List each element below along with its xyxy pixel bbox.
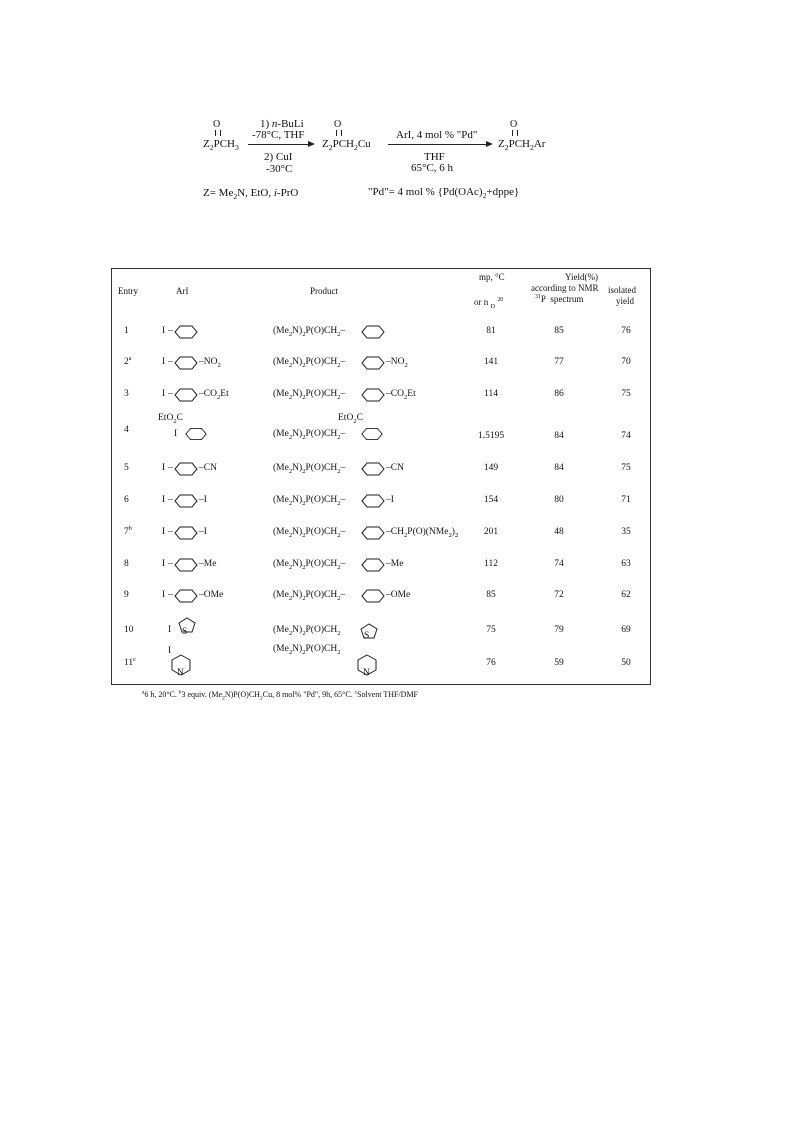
product: $Z_2PCH_2Ar$ (498, 138, 546, 153)
entry-number: 3 (124, 389, 129, 399)
nmr-yield: 85 (554, 326, 564, 336)
ring-heteroatom: N (363, 668, 370, 678)
nmr-yield: 84 (554, 463, 564, 473)
double-bond-icon (512, 130, 518, 136)
header-yield-3: $^{31}$P spectrum (535, 294, 584, 304)
mp-value: 76 (486, 658, 496, 668)
entry-number: 4 (124, 425, 129, 435)
product-prefix: $(Me_2N)_2P(O)CH_2-$ (273, 326, 346, 338)
isolated-yield: 35 (621, 527, 631, 537)
table-footnote: $^a$6 h, 20°C. $^b$3 equiv. $(Me_2N)P(O)CH_2Cu$, 8 mol% "Pd", 9h, 65°C. $^c$Solvent THF/DMF (142, 689, 419, 702)
arrowhead-icon (308, 141, 315, 147)
arrow-icon (388, 144, 486, 145)
arrow-icon (248, 144, 308, 145)
iodo-label: I (162, 389, 166, 399)
entry-number: 6 (124, 495, 129, 505)
mp-value: 201 (483, 527, 499, 537)
iodo-label: I (168, 646, 172, 656)
header-ari: ArI (176, 286, 189, 296)
ari-substituent: –I (199, 495, 207, 505)
ring-heteroatom: N (177, 668, 184, 678)
mp-value: 154 (483, 495, 499, 505)
benzene-ring-icon (360, 462, 386, 476)
carbonyl-o-product: O (510, 119, 518, 130)
benzene-ring-icon (173, 356, 199, 370)
benzene-ring-icon (173, 388, 199, 402)
product-substituent: $-CO_2Et$ (386, 389, 416, 401)
ari-substituent: –I (199, 527, 207, 537)
benzene-ring-icon (173, 325, 199, 339)
header-mp-2: or n $_D$ $^{20}$ (474, 297, 504, 310)
header-yield-2: according to NMR (531, 283, 599, 293)
isolated-yield: 50 (621, 658, 631, 668)
iodo-label: I (162, 495, 166, 505)
nmr-yield: 84 (554, 431, 564, 441)
benzene-ring-icon (360, 388, 386, 402)
nmr-yield: 72 (554, 590, 564, 600)
entry-number: 9 (124, 590, 129, 600)
isolated-yield: 75 (621, 463, 631, 473)
iodo-label: I (162, 559, 166, 569)
isolated-yield: 69 (621, 625, 631, 635)
step1-reagent-2: -78°C, THF (252, 129, 305, 141)
product-prefix: $(Me_2N)_2P(O)CH_2-$ (273, 429, 346, 441)
header-product: Product (310, 286, 338, 296)
carbonyl-o-intermediate: O (334, 119, 342, 130)
mp-value: 85 (486, 590, 496, 600)
bond-dash: – (168, 326, 173, 336)
product-substituent: –Me (386, 559, 404, 569)
header-mp-1: mp, °C (479, 272, 505, 282)
ari-substituent: –CN (199, 463, 217, 473)
isolated-yield: 76 (621, 326, 631, 336)
pd-definition: "Pd"= 4 mol % $\{Pd(OAc)_2+dppe\}$ (368, 186, 520, 201)
benzene-ring-icon (360, 325, 386, 339)
ari-substituent: $-CO_2Et$ (199, 389, 229, 401)
entry-number: 8 (124, 559, 129, 569)
mp-value: 81 (486, 326, 496, 336)
mp-value: 141 (483, 357, 499, 367)
ring-heteroatom: S (364, 631, 370, 641)
arrowhead-icon (486, 141, 493, 147)
nmr-yield: 59 (554, 658, 564, 668)
isolated-yield: 70 (621, 357, 631, 367)
ring-heteroatom: S (182, 627, 188, 637)
step2-reagent-1: ArI, 4 mol % "Pd" (396, 129, 478, 141)
iodo-label: I (162, 357, 166, 367)
z-definition: $Z= Me_2N$, EtO, i-PrO (203, 187, 299, 202)
product-prefix: $(Me_2N)_2P(O)CH_2-$ (273, 590, 346, 602)
isolated-yield: 63 (621, 559, 631, 569)
nmr-yield: 77 (554, 357, 564, 367)
product-prefix: $(Me_2N)_2P(O)CH_2-$ (273, 495, 346, 507)
start-material: $Z_2PCH_3$ (203, 138, 239, 153)
carbonyl-o-start: O (213, 119, 221, 130)
step1-reagent-1: 1) n-BuLi (260, 118, 304, 130)
product-substituent: –OMe (386, 590, 411, 600)
benzene-ring-icon (360, 558, 386, 572)
double-bond-icon (215, 130, 221, 136)
benzene-ring-icon (360, 589, 386, 603)
iodo-label: I (162, 527, 166, 537)
product-substituent: $-CH_2P(O)(NMe_2)_2$ (386, 527, 459, 539)
bond-dash: – (168, 495, 173, 505)
benzene-ring-icon (360, 494, 386, 508)
mp-value: 75 (486, 625, 496, 635)
header-isolated-1: isolated (608, 285, 636, 295)
bond-dash: – (168, 527, 173, 537)
product-prefix: $(Me_2N)_2P(O)CH_2-$ (273, 357, 346, 369)
product-prefix: $(Me_2N)_2P(O)CH_2-$ (273, 559, 346, 571)
isolated-yield: 62 (621, 590, 631, 600)
isolated-yield: 71 (621, 495, 631, 505)
bond-dash: – (168, 463, 173, 473)
ari-substituent: –OMe (199, 590, 224, 600)
benzene-ring-icon (360, 526, 386, 540)
ortho-substituent: EtO$_2$C (158, 413, 183, 425)
step2-reagent-2: THF (424, 151, 445, 163)
iodo-label: I (162, 463, 166, 473)
entry-number: 2$^a$ (124, 355, 132, 367)
benzene-ring-icon (173, 526, 199, 540)
step1-reagent-3: 2) CuI (264, 151, 293, 163)
nmr-yield: 74 (554, 559, 564, 569)
product-substituent: $-NO_2$ (386, 357, 408, 369)
step1-reagent-4: -30°C (266, 163, 293, 175)
nmr-yield: 80 (554, 495, 564, 505)
product-prefix: $(Me_2N)_2P(O)CH_2-$ (273, 389, 346, 401)
nmr-yield: 86 (554, 389, 564, 399)
benzene-ring-icon (184, 427, 208, 441)
product-prefix: $(Me_2N)_2P(O)CH_2$ (273, 644, 341, 656)
mp-value: 149 (483, 463, 499, 473)
entry-number: 7$^b$ (124, 525, 132, 537)
benzene-ring-icon (173, 494, 199, 508)
ari-substituent: $-NO_2$ (199, 357, 221, 369)
isolated-yield: 74 (621, 431, 631, 441)
mp-value: 1.5195 (477, 431, 505, 441)
intermediate: $Z_2PCH_2Cu$ (322, 138, 371, 153)
nmr-yield: 79 (554, 625, 564, 635)
nmr-yield: 48 (554, 527, 564, 537)
benzene-ring-icon (173, 558, 199, 572)
iodo-label: I (168, 625, 172, 635)
header-yield-1: Yield(%) (565, 272, 598, 282)
entry-number: 10 (124, 625, 134, 635)
product-prefix: $(Me_2N)_2P(O)CH_2-$ (273, 527, 346, 539)
entry-number: 5 (124, 463, 129, 473)
product-prefix: $(Me_2N)_2P(O)CH_2$ (273, 625, 341, 637)
entry-number: 11$^c$ (124, 656, 136, 668)
benzene-ring-icon (173, 462, 199, 476)
bond-dash: – (168, 389, 173, 399)
header-isolated-2: yield (616, 296, 634, 306)
product-substituent: –CN (386, 463, 404, 473)
double-bond-icon (336, 130, 342, 136)
step2-reagent-3: 65°C, 6 h (411, 162, 453, 174)
isolated-yield: 75 (621, 389, 631, 399)
benzene-ring-icon (360, 356, 386, 370)
ari-substituent: –Me (199, 559, 217, 569)
bond-dash: – (168, 357, 173, 367)
product-substituent: –I (386, 495, 394, 505)
benzene-ring-icon (360, 427, 384, 441)
header-entry: Entry (118, 286, 138, 296)
bond-dash: – (168, 590, 173, 600)
bond-dash: – (168, 559, 173, 569)
product-prefix: $(Me_2N)_2P(O)CH_2-$ (273, 463, 346, 475)
iodo-label: I (162, 590, 166, 600)
iodo-label: I (162, 326, 166, 336)
mp-value: 112 (484, 559, 498, 569)
benzene-ring-icon (173, 589, 199, 603)
entry-number: 1 (124, 326, 129, 336)
ortho-substituent: EtO$_2$C (338, 413, 363, 425)
mp-value: 114 (484, 389, 498, 399)
iodo-label: I (174, 429, 178, 439)
